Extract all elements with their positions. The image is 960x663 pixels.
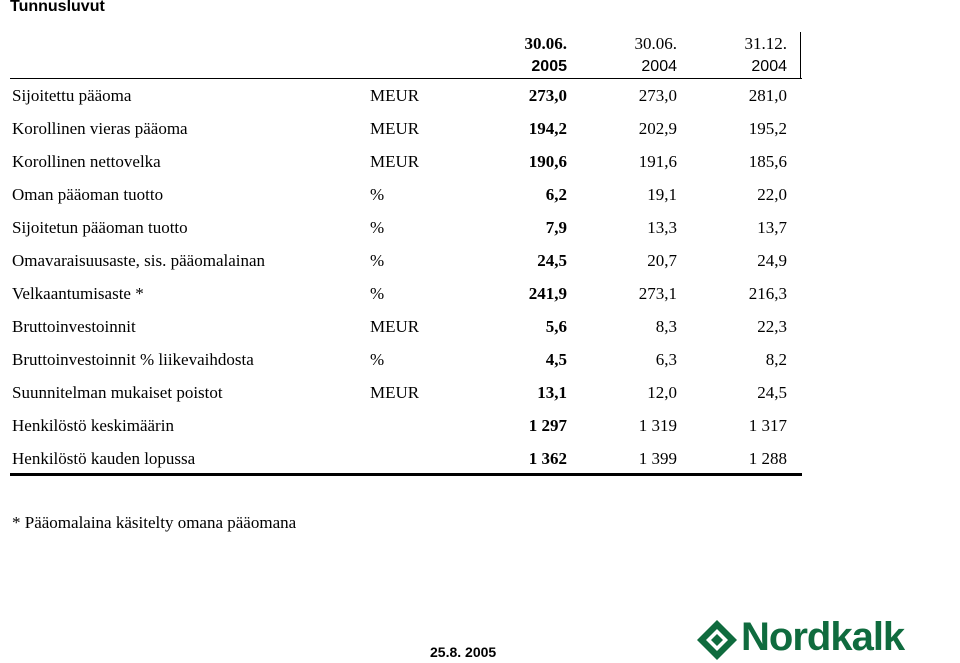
row-value-3: 13,7 bbox=[757, 218, 787, 237]
row-unit: MEUR bbox=[370, 86, 420, 105]
table-row bbox=[0, 447, 960, 471]
row-value-2: 20,7 bbox=[647, 251, 677, 270]
logo-wordmark: Nordkalk bbox=[741, 615, 905, 659]
row-value-1: 241,9 bbox=[528, 284, 567, 303]
row-value-3: 281,0 bbox=[748, 86, 787, 105]
row-value-1: 6,2 bbox=[545, 185, 567, 204]
column-header-date: 31.12. bbox=[744, 34, 787, 53]
row-unit: MEUR bbox=[370, 383, 420, 402]
column-header-3 bbox=[745, 32, 788, 78]
row-value-2: 191,6 bbox=[638, 152, 677, 171]
row-unit: % bbox=[370, 218, 385, 237]
row-unit: % bbox=[370, 284, 385, 303]
table-row bbox=[0, 117, 960, 141]
row-value-1: 194,2 bbox=[528, 119, 567, 138]
row-value-1: 7,9 bbox=[545, 218, 567, 237]
table-row bbox=[0, 348, 960, 372]
row-value-1: 1 362 bbox=[528, 449, 567, 468]
row-value-3: 185,6 bbox=[748, 152, 787, 171]
row-value-2: 8,3 bbox=[655, 317, 677, 336]
row-value-1: 273,0 bbox=[528, 86, 567, 105]
table-row bbox=[0, 216, 960, 240]
column-header-year: 2005 bbox=[531, 58, 567, 75]
row-value-1: 13,1 bbox=[537, 383, 567, 402]
row-value-2: 19,1 bbox=[647, 185, 677, 204]
footnote: * Pääomalaina käsitelty omana pääomana bbox=[12, 513, 297, 532]
table-bottom-rule bbox=[10, 473, 802, 476]
column-header-year: 2004 bbox=[751, 58, 787, 75]
row-value-2: 1 399 bbox=[638, 449, 677, 468]
row-value-2: 13,3 bbox=[647, 218, 677, 237]
row-value-2: 6,3 bbox=[655, 350, 677, 369]
row-label: Bruttoinvestoinnit bbox=[12, 317, 136, 336]
row-unit: MEUR bbox=[370, 119, 420, 138]
row-value-3: 22,0 bbox=[757, 185, 787, 204]
company-logo bbox=[697, 615, 959, 663]
header-rule bbox=[10, 78, 802, 79]
column-header-2 bbox=[635, 32, 678, 78]
nordkalk-diamond-icon bbox=[697, 620, 741, 660]
table-row bbox=[0, 414, 960, 438]
column-header-1 bbox=[525, 32, 568, 78]
row-unit: MEUR bbox=[370, 152, 420, 171]
row-value-3: 24,5 bbox=[757, 383, 787, 402]
table-row bbox=[0, 315, 960, 339]
row-label: Bruttoinvestoinnit % liikevaihdosta bbox=[12, 350, 254, 369]
row-value-1: 1 297 bbox=[528, 416, 567, 435]
row-label: Sijoitettu pääoma bbox=[12, 86, 132, 105]
row-value-3: 1 288 bbox=[748, 449, 787, 468]
row-label: Henkilöstö keskimäärin bbox=[12, 416, 174, 435]
row-label: Oman pääoman tuotto bbox=[12, 185, 164, 204]
row-label: Korollinen nettovelka bbox=[12, 152, 161, 171]
row-value-1: 190,6 bbox=[528, 152, 567, 171]
table-row bbox=[0, 249, 960, 273]
table-row bbox=[0, 183, 960, 207]
row-value-2: 273,0 bbox=[638, 86, 677, 105]
row-label: Omavaraisuusaste, sis. pääomalainan bbox=[12, 251, 266, 270]
column-header-year: 2004 bbox=[641, 58, 677, 75]
row-value-3: 195,2 bbox=[748, 119, 787, 138]
row-value-3: 24,9 bbox=[757, 251, 787, 270]
footer-date: 25.8. 2005 bbox=[430, 644, 497, 660]
row-value-3: 8,2 bbox=[765, 350, 787, 369]
row-value-1: 5,6 bbox=[545, 317, 567, 336]
row-label: Velkaantumisaste * bbox=[12, 284, 144, 303]
row-label: Korollinen vieras pääoma bbox=[12, 119, 188, 138]
row-unit: % bbox=[370, 350, 385, 369]
row-unit: % bbox=[370, 251, 385, 270]
row-value-1: 24,5 bbox=[537, 251, 567, 270]
row-value-2: 12,0 bbox=[647, 383, 677, 402]
row-value-2: 1 319 bbox=[638, 416, 677, 435]
table-row bbox=[0, 150, 960, 174]
column-header-date: 30.06. bbox=[524, 34, 567, 53]
row-unit: % bbox=[370, 185, 385, 204]
row-value-2: 273,1 bbox=[638, 284, 677, 303]
row-label: Suunnitelman mukaiset poistot bbox=[12, 383, 223, 402]
row-unit: MEUR bbox=[370, 317, 420, 336]
header-vertical-rule bbox=[800, 32, 801, 79]
row-value-3: 1 317 bbox=[748, 416, 787, 435]
page-title: Tunnusluvut bbox=[10, 0, 105, 15]
row-value-3: 216,3 bbox=[748, 284, 787, 303]
row-value-1: 4,5 bbox=[545, 350, 567, 369]
column-header-date: 30.06. bbox=[634, 34, 677, 53]
row-value-3: 22,3 bbox=[757, 317, 787, 336]
table-row bbox=[0, 84, 960, 108]
table-row bbox=[0, 381, 960, 405]
row-label: Sijoitetun pääoman tuotto bbox=[12, 218, 188, 237]
row-label: Henkilöstö kauden lopussa bbox=[12, 449, 196, 468]
row-value-2: 202,9 bbox=[638, 119, 677, 138]
table-row bbox=[0, 282, 960, 306]
